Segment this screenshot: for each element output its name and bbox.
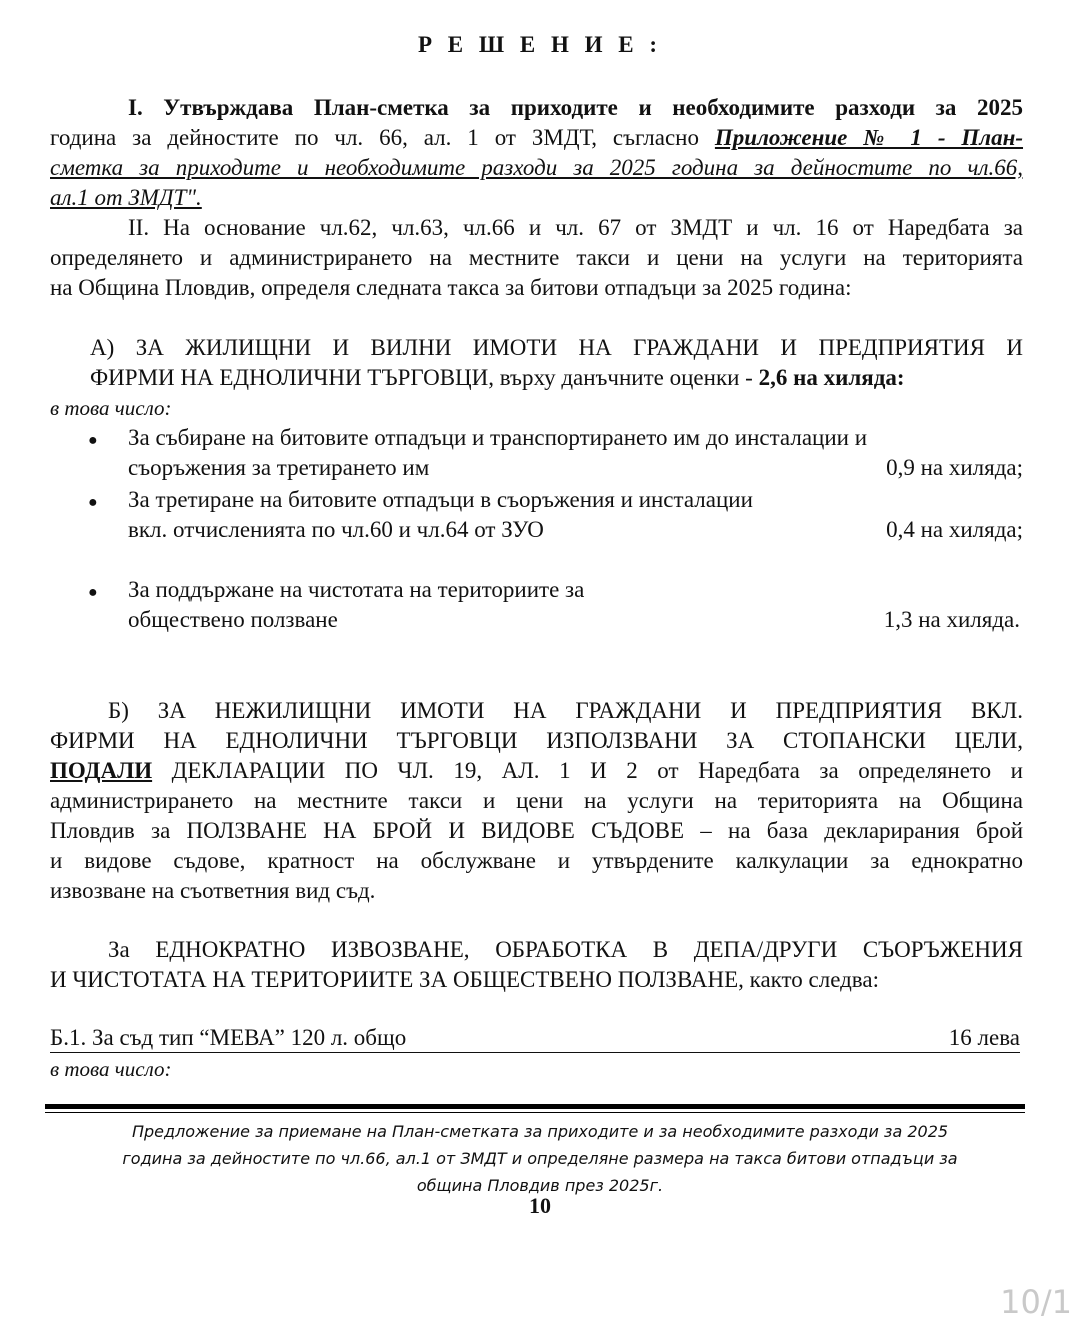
bullet-icon: ● [88, 494, 98, 511]
footer-line-2: година за дейностите по чл.66, ал.1 от ЗМДТ и определяне размера на такса битови отпадъци за [122, 1149, 958, 1168]
section-c-line-1: За ЕДНОКРАТНО ИЗВОЗВАНЕ, ОБРАБОТКА В ДЕПА/ДРУГИ СЪОРЪЖЕНИЯ [108, 937, 1023, 962]
item-3-line-1: За поддържане на чистотата на териториите за [128, 577, 585, 602]
section-one-line-4: ал.1 от ЗМДТ". [50, 185, 202, 210]
section-b-line-1: Б) ЗА НЕЖИЛИЩНИ ИМОТИ НА ГРАЖДАНИ И ПРЕДПРИЯТИЯ ВКЛ. [108, 698, 1023, 723]
footer-rule-thin [45, 1112, 1025, 1113]
footer-rule-thick [45, 1104, 1025, 1109]
footer-line-1: Предложение за приемане на План-сметката за приходите и за необходимите разходи за 2025 [131, 1122, 949, 1141]
section-one-line-2 [50, 123, 1023, 153]
item-2-value: 0,4 на хиляда; [886, 517, 1023, 542]
section-a-line-1: А) ЗА ЖИЛИЩНИ И ВИЛНИ ИМОТИ НА ГРАЖДАНИ И ПРЕДПРИЯТИЯ И [90, 335, 1023, 360]
bullet-icon: ● [88, 584, 98, 601]
section-b-text: ДЕКЛАРАЦИИ ПО ЧЛ. 19, АЛ. 1 И 2 от Наредбата за определянето и [152, 758, 1023, 783]
section-c-line-2: И ЧИСТОТАТА НА ТЕРИТОРИИТЕ ЗА ОБЩЕСТВЕНО ПОЛЗВАНЕ, както следва: [50, 967, 879, 992]
section-two-line-2: определянето и администрирането на местните такси и цени на услуги на територията [50, 245, 1023, 270]
section-one-line-3: сметка за приходите и необходимите разходи за 2025 година за дейностите по чл.66, [50, 155, 1023, 180]
item-2-line-1: За третиране на битовите отпадъци в съоръжения и инсталации [128, 487, 753, 512]
document-title: Р Е Ш Е Н И Е : [417, 32, 663, 57]
item-3-line-2: обществено ползване [128, 607, 338, 632]
section-b-line-7: извозване на съответния вид съд. [50, 878, 376, 903]
section-a-rate: 2,6 на хиляда: [758, 365, 905, 390]
section-two-line-3: на Община Пловдив, определя следната такса за битови отпадъци за 2025 година: [50, 275, 852, 300]
b1-label: Б.1. За съд тип “МЕВА” 120 л. общо [50, 1025, 407, 1050]
section-one-text: I. Утвърждава План-сметка за приходите и необходимите разходи за 2025 [128, 95, 1023, 120]
section-b-line-6: и видове съдове, кратност на обслужване и утвърдените калкулации за еднократно [50, 848, 1023, 873]
submitted-keyword: ПОДАЛИ [50, 758, 153, 783]
section-a-line-2 [90, 363, 905, 393]
appendix-reference: Приложение № 1 - План- [714, 125, 1024, 150]
item-1-line-1: За събиране на битовите отпадъци и транспортирането им до инсталации и [128, 425, 868, 450]
footer-line-3: община Пловдив през 2025г. [416, 1176, 664, 1195]
section-b-line-5: Пловдив за ПОЛЗВАНЕ НА БРОЙ И ВИДОВЕ СЪДОВЕ – на база декларирания брой [50, 818, 1023, 843]
page-indicator: 10/1 [1000, 1283, 1072, 1321]
section-two-line-1: II. На основание чл.62, чл.63, чл.66 и чл. 67 от ЗМДТ и чл. 16 от Наредбата за [128, 215, 1023, 240]
page-number: 10 [529, 1193, 551, 1218]
section-a-heading: ФИРМИ НА ЕДНОЛИЧНИ ТЪРГОВЦИ, върху данъчните оценки - [90, 365, 759, 390]
bullet-icon: ● [88, 432, 98, 449]
item-2-line-2: вкл. отчисленията по чл.60 и чл.64 от ЗУО [128, 517, 544, 542]
b1-value: 16 лева [948, 1025, 1020, 1050]
section-one-line-1 [128, 93, 1023, 123]
item-1-value: 0,9 на хиляда; [886, 455, 1023, 480]
section-a-including: в това число: [50, 396, 172, 420]
section-b-line-2: ФИРМИ НА ЕДНОЛИЧНИ ТЪРГОВЦИ ИЗПОЛЗВАНИ ЗА СТОПАНСКИ ЦЕЛИ, [50, 728, 1023, 753]
item-3-value: 1,3 на хиляда. [883, 607, 1020, 632]
item-1-line-2: съоръжения за третирането им [128, 455, 430, 480]
section-b-line-3 [50, 756, 1023, 786]
section-b-line-4: администрирането на местните такси и цени на услуги на територията на Община [50, 788, 1023, 813]
section-one-text-2: година за дейностите по чл. 66, ал. 1 от ЗМДТ, съгласно [50, 125, 715, 150]
b1-including: в това число: [50, 1057, 172, 1081]
